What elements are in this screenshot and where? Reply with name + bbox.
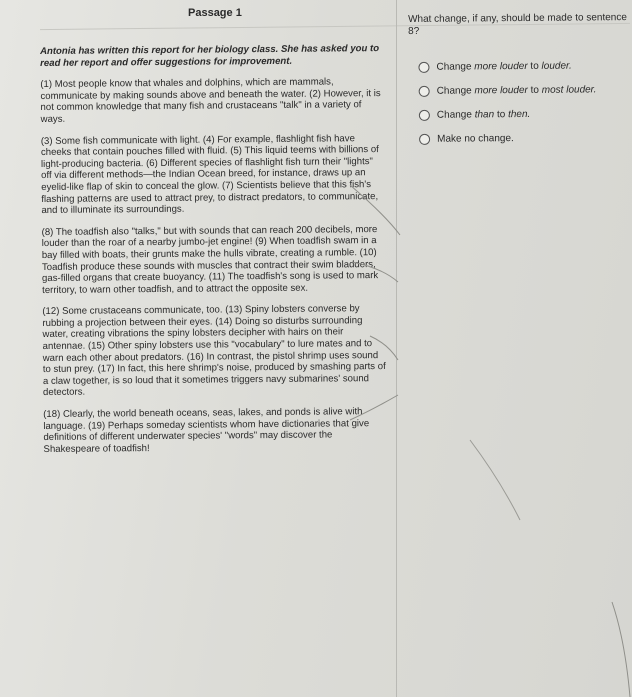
option-text-pre: Make no change. — [437, 133, 514, 145]
question-prompt: What change, if any, should be made to sentence 8? — [408, 12, 627, 37]
option-text-pre: Change — [436, 61, 475, 73]
paragraph-4: (12) Some crustaceans communicate, too. (13) Spiny lobsters converse by rubbing a projection between their eyes. (14) Doing so disturbs surrounding water, creating vibrations the spiny lobsters decipher with hairs on their antennae. (15) Other spiny lobsters use this "vocabulary" to lure mates and to warn each other about predators. (16) In contrast, the pistol shrimp uses sound to stun prey. (17) In fact, this here shrimp's noise, produced by smashing parts of a claw together, is so loud that it sometimes triggers navy submarines' sound detectors. — [42, 303, 386, 399]
option-text-pre: Change — [436, 109, 475, 121]
option-text-em2: then. — [508, 108, 531, 121]
option-text-mid: to — [494, 109, 509, 121]
fold-line-5 — [470, 440, 520, 520]
fold-line-4 — [350, 395, 398, 420]
option-text-em: than — [474, 109, 495, 121]
fold-line-1 — [350, 185, 400, 235]
option-text-mid: to — [527, 60, 542, 72]
passage-intro: Antonia has written this report for her biology class. She has asked you to read her report and offer suggestions for improvement. — [40, 43, 380, 69]
passage-title: Passage 1 — [188, 7, 242, 19]
page-edge-line — [612, 602, 630, 697]
fold-line-3 — [370, 336, 398, 360]
paragraph-3: (8) The toadfish also "talks," but with sounds that can reach 200 decibels, more louder than the roar of a nearby jumbo-jet engine! (9) When toadfish swam in a bay filled with boats, their grunts make the hulls vibrate, creating a rumble. (10) Toadfish produce these sounds with muscles that contract their swim bladders, gas-filled organs that create buoyancy. (11) The toadfish's song is used to mark territory, to warn other toadfish, and to attract the opposite sex. — [41, 223, 379, 296]
option-text-em2: most louder. — [541, 84, 597, 96]
option-text-em: more louder — [474, 60, 528, 73]
paragraph-5: (18) Clearly, the world beneath oceans, seas, lakes, and ponds is alive with language. (19) Perhaps someday scientists whom have dictionaries that give definitions of different underwater species' "words" may discover the Shakespeare of toadfish! — [43, 406, 370, 455]
option-text-pre: Change — [436, 85, 475, 97]
paragraph-1: (1) Most people know that whales and dolphins, which are mammals, communicate by making sounds above and beneath the water. (2) However, it is not common knowledge that many fish and crustaceans "talk" in a variety of ways. — [40, 76, 381, 125]
paragraph-2: (3) Some fish communicate with light. (4) For example, flashlight fish have cheeks that contain pouches filled with fluid. (5) This liquid teems with billions of light-producing bacteria. (6) Different species of flashlight fish turn their "lights" off via different methods—the Indian Ocean breed, for instance, draws up an eyelid-like flap of skin to conceal the glow. (7) Scientists believe that this fish's flashing patterns are used to attract prey, to distract predators, to communicate, and to illuminate its surroundings. — [40, 132, 379, 217]
option-text-em: more louder — [474, 84, 528, 97]
option-text-mid: to — [527, 84, 542, 96]
option-text-em2: louder. — [541, 60, 572, 72]
fold-line-2 — [352, 262, 398, 282]
